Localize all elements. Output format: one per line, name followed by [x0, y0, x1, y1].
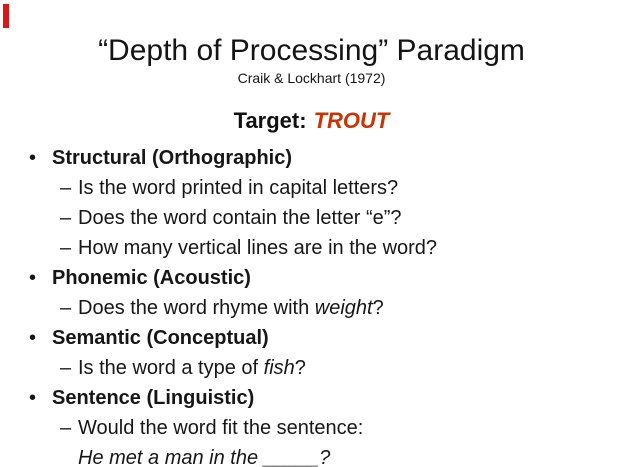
- list-item: [0, 383, 623, 413]
- list-item: [0, 323, 623, 353]
- list-item-text: Structural (Orthographic): [52, 147, 293, 169]
- sub-list-item: [0, 173, 623, 203]
- target-line: [0, 108, 623, 134]
- slide-title: “Depth of Processing” Paradigm: [98, 34, 525, 67]
- list-item-text: Semantic (Conceptual): [52, 327, 269, 349]
- target-word: TROUT: [313, 108, 390, 133]
- dash-icon: –: [60, 297, 72, 319]
- dash-icon: –: [60, 237, 72, 259]
- list-item: [0, 143, 623, 173]
- dash-icon: –: [60, 357, 72, 379]
- bullet-icon: •: [29, 147, 37, 169]
- list-item-text: Sentence (Linguistic): [52, 387, 255, 409]
- dash-icon: –: [60, 177, 72, 199]
- sub-list-item: [0, 233, 623, 263]
- bullet-icon: •: [29, 327, 37, 349]
- list-item-text: Would the word fit the sentence: He met a man in the _____?: [78, 417, 364, 467]
- dash-icon: –: [60, 417, 72, 439]
- list-item: [0, 263, 623, 293]
- corner-accent-mark: [3, 4, 9, 28]
- sub-list-item: [0, 293, 623, 323]
- list-item-text: Does the word rhyme with weight?: [78, 297, 384, 319]
- bullet-list: [0, 143, 623, 467]
- target-label: Target:: [233, 108, 307, 133]
- bullet-icon: •: [29, 387, 37, 409]
- list-item-text: Is the word a type of fish?: [78, 357, 306, 379]
- bullet-icon: •: [29, 267, 37, 289]
- list-item-text: Phonemic (Acoustic): [52, 267, 251, 289]
- sub-list-item: [0, 413, 623, 467]
- list-item-text: Is the word printed in capital letters?: [78, 177, 399, 199]
- sub-list-item: [0, 353, 623, 383]
- list-item-text: Does the word contain the letter “e”?: [78, 207, 402, 229]
- dash-icon: –: [60, 207, 72, 229]
- list-item-text: How many vertical lines are in the word?: [78, 237, 438, 259]
- slide-subtitle: Craik & Lockhart (1972): [237, 70, 386, 86]
- sub-list-item: [0, 203, 623, 233]
